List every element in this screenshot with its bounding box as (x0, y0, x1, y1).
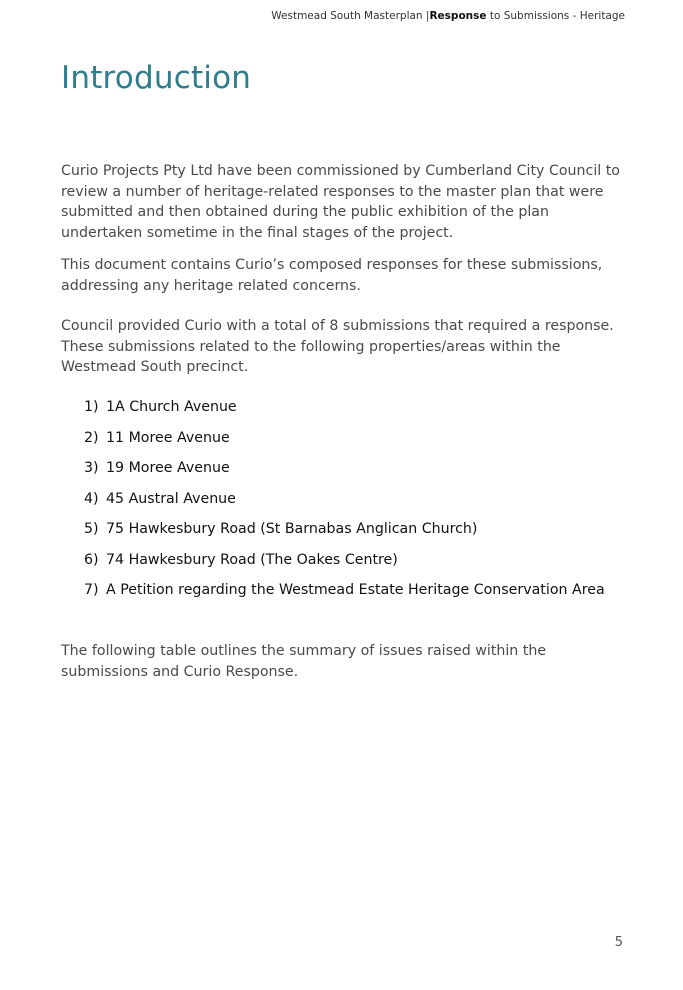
list-item-text: 75 Hawkesbury Road (St Barnabas Anglican Church) (106, 521, 478, 537)
list-item (84, 550, 605, 581)
header-doc-title: Westmead South Masterplan | (271, 10, 430, 22)
running-header (271, 10, 625, 22)
list-item (84, 580, 605, 611)
header-section-rest: to Submissions - Heritage (486, 10, 625, 22)
list-item-text: 11 Moree Avenue (106, 429, 230, 446)
table-intro-paragraph: The following table outlines the summary of issues raised within the submissions and Curio Response. (61, 643, 547, 680)
list-item-number: 4) (84, 490, 99, 507)
page-number: 5 (614, 935, 623, 950)
header-section-bold: Response (429, 10, 487, 22)
intro-paragraph-submissions: Council provided Curio with a total of 8 submissions that required a response. These submissions related to the following properties/areas within the Westmead South precinct. (61, 318, 614, 375)
list-item-number: 1) (84, 399, 99, 415)
list-item-text: 1A Church Avenue (106, 399, 237, 415)
list-item-number: 7) (84, 582, 99, 598)
list-item-number: 2) (84, 429, 99, 446)
list-item (84, 489, 605, 520)
list-item (84, 397, 605, 428)
list-item-text: 74 Hawkesbury Road (The Oakes Centre) (106, 551, 398, 568)
list-item (84, 458, 605, 489)
list-item-number: 3) (84, 460, 99, 476)
submission-list (84, 397, 605, 611)
intro-paragraph-document: This document contains Curio’s composed responses for these submissions, addressing any heritage related concerns. (61, 257, 603, 294)
list-item-text: 45 Austral Avenue (106, 490, 236, 507)
list-item-number: 5) (84, 521, 99, 537)
page-title: Introduction (61, 60, 252, 96)
list-item-number: 6) (84, 551, 99, 568)
list-item (84, 428, 605, 459)
list-item-text: 19 Moree Avenue (106, 460, 230, 476)
list-item-text: A Petition regarding the Westmead Estate Heritage Conservation Area (106, 582, 605, 598)
list-item (84, 519, 605, 550)
intro-paragraph-commission: Curio Projects Pty Ltd have been commissioned by Cumberland City Council to review a number of heritage-related responses to the master plan that were submitted and then obtained during the public exhibition of the plan undertaken sometime in the final stages of the project. (61, 163, 620, 241)
